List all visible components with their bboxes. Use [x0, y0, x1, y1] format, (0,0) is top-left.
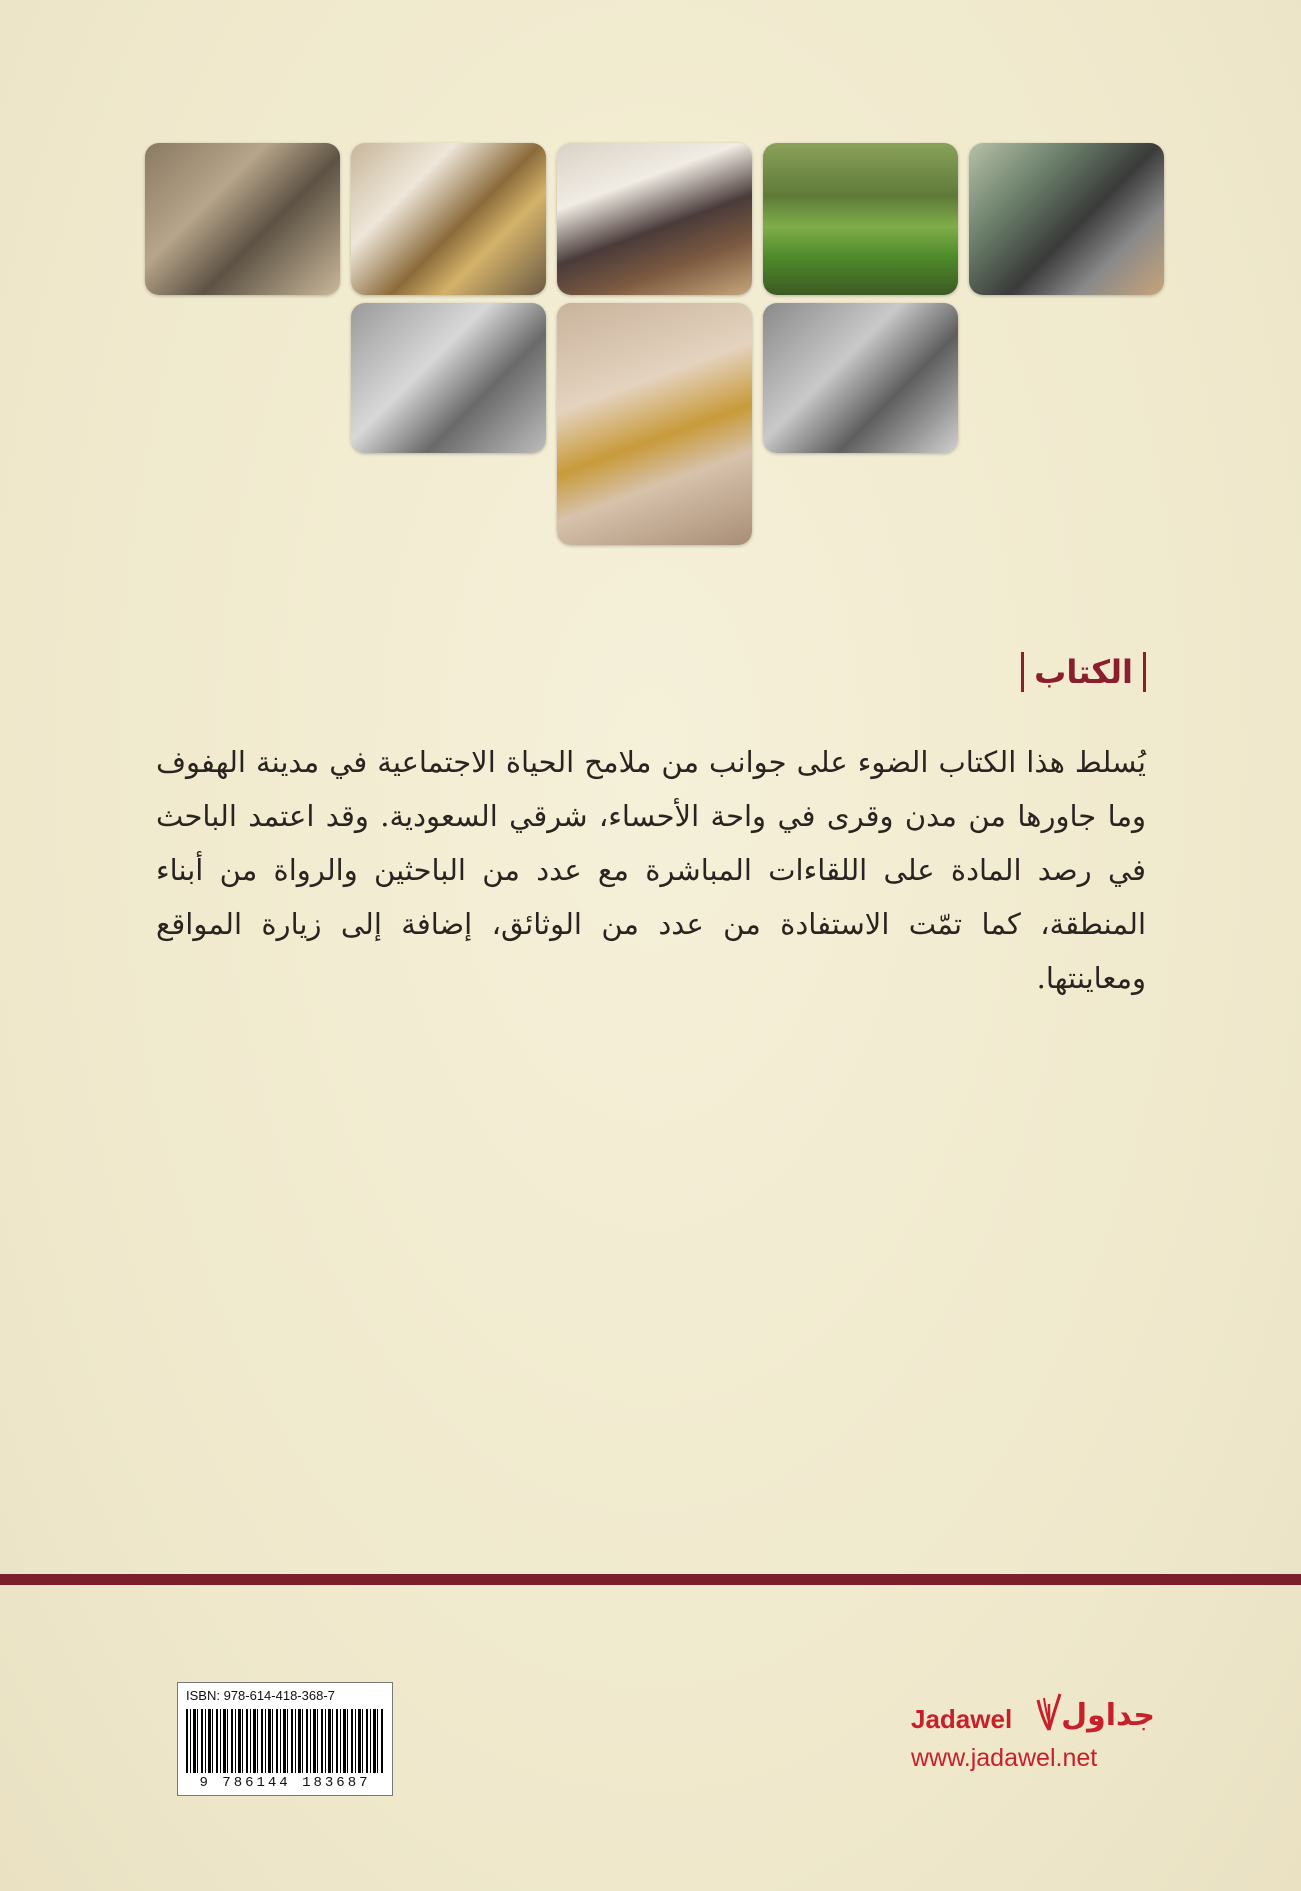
- section-heading: [1021, 652, 1146, 692]
- photo-shoemaker: [969, 143, 1164, 295]
- publisher-name-arabic: جداول: [1061, 1698, 1155, 1733]
- barcode-digits: 9 786144 183687: [184, 1773, 386, 1793]
- photo-craftsman-engraving: [145, 143, 340, 295]
- isbn-barcode-box: [177, 1682, 393, 1796]
- heading-bar-right: [1143, 652, 1146, 692]
- publisher-logo: [905, 1690, 1155, 1780]
- horizontal-divider: [0, 1574, 1301, 1585]
- photo-old-market: [351, 303, 546, 453]
- book-description: يُسلط هذا الكتاب الضوء على جوانب من ملامح الحياة الاجتماعية في مدينة الهفوف وما جاورها من مدن وقرى في واحة الأحساء، شرقي السعودية. وقد اعتمد الباحث في رصد المادة على اللقاءات المباشرة مع عدد من الباحثين والرواة من أبناء المنطقة، كما تمّت الاستفادة من عدد من الوثائق، إضافة إلى زيارة المواقع ومعاينتها.: [156, 745, 1146, 995]
- publisher-website[interactable]: www.jadawel.net: [911, 1744, 1098, 1772]
- photo-tailor-sewing: [557, 143, 752, 295]
- publisher-name-latin: Jadawel: [911, 1704, 1013, 1734]
- photo-pottery-workshop: [763, 303, 958, 453]
- photo-embroidered-cloak: [557, 303, 752, 545]
- barcode-icon: [186, 1709, 384, 1773]
- photo-collage: [0, 0, 1301, 560]
- isbn-text: ISBN: 978-614-418-368-7: [186, 1688, 335, 1703]
- photo-palm-farm: [763, 143, 958, 295]
- publisher-name-row: [905, 1690, 1155, 1735]
- section-title-text: الكتاب: [1034, 653, 1133, 691]
- heading-bar-left: [1021, 652, 1024, 692]
- photo-man-with-coffee-pot: [351, 143, 546, 295]
